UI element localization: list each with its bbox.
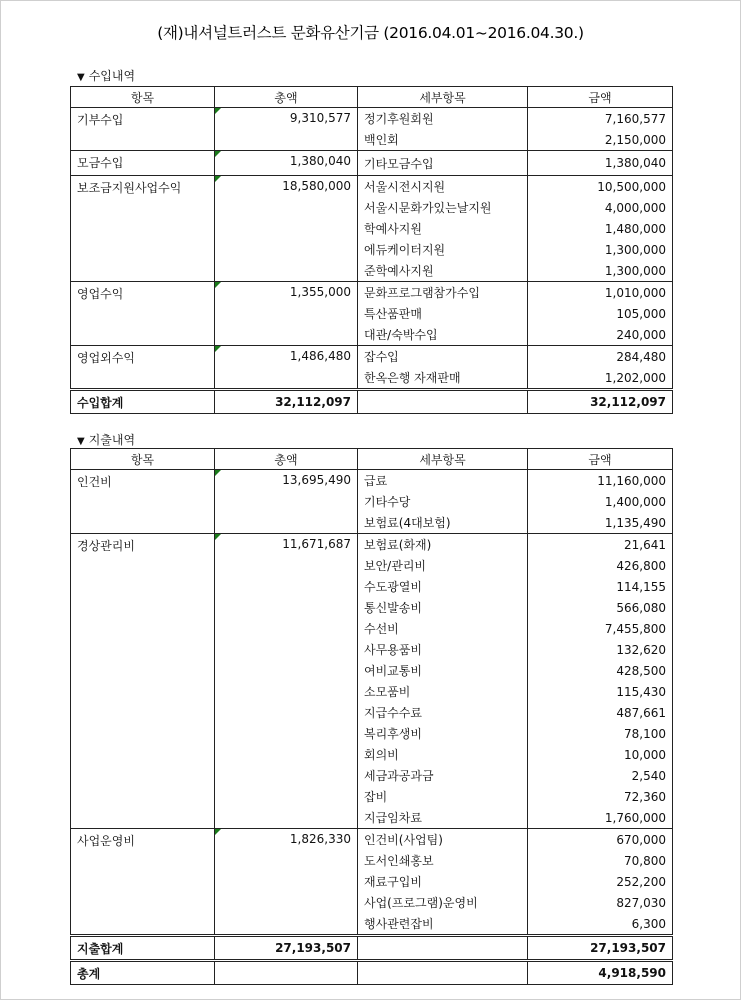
item-amount-cell: 21,641 <box>528 534 673 556</box>
ledger-row <box>71 534 673 556</box>
item-name-cell: 재료구입비 <box>358 871 528 892</box>
expense-sum-label: 지출합계 <box>71 936 215 961</box>
ledger-row <box>71 470 673 492</box>
item-amount-cell: 1,202,000 <box>528 367 673 390</box>
item-name-cell: 특산품판매 <box>358 303 528 324</box>
item-name-cell: 지급수수료 <box>358 702 528 723</box>
category-cell: 사업운영비 <box>71 829 215 936</box>
item-name-cell: 잡수입 <box>358 346 528 368</box>
category-total-cell: 1,826,330 <box>215 829 358 936</box>
item-name-cell: 서울시문화가있는날지원 <box>358 197 528 218</box>
triangle-down-icon: ▼ <box>77 72 85 83</box>
category-total-cell: 11,671,687 <box>215 534 358 829</box>
expense-table <box>70 448 673 985</box>
item-name-cell: 소모품비 <box>358 681 528 702</box>
income-body <box>71 108 673 390</box>
category-cell: 인건비 <box>71 470 215 534</box>
item-amount-cell: 1,480,000 <box>528 218 673 239</box>
item-name-cell: 행사관련잡비 <box>358 913 528 936</box>
income-sum-label: 수입합계 <box>71 390 215 414</box>
col-header-amount: 금액 <box>528 449 673 470</box>
ledger-row <box>71 346 673 368</box>
item-name-cell: 에듀케이터지원 <box>358 239 528 260</box>
item-name-cell: 사업(프로그램)운영비 <box>358 892 528 913</box>
category-total-cell: 1,355,000 <box>215 282 358 346</box>
ledger-row <box>71 151 673 176</box>
item-name-cell: 지급임차료 <box>358 807 528 829</box>
page-title: (재)내셔널트러스트 문화유산기금 (2016.04.01~2016.04.30.) <box>157 24 584 42</box>
item-name-cell: 수도광열비 <box>358 576 528 597</box>
item-name-cell: 여비교통비 <box>358 660 528 681</box>
category-cell: 영업외수익 <box>71 346 215 390</box>
item-name-cell: 회의비 <box>358 744 528 765</box>
income-section-label <box>77 67 135 84</box>
col-header-total: 총액 <box>215 449 358 470</box>
item-amount-cell: 114,155 <box>528 576 673 597</box>
item-amount-cell: 1,300,000 <box>528 260 673 282</box>
category-cell: 경상관리비 <box>71 534 215 829</box>
grand-total-empty-2 <box>358 961 528 985</box>
item-amount-cell: 10,500,000 <box>528 176 673 198</box>
category-total-cell: 9,310,577 <box>215 108 358 151</box>
item-amount-cell: 6,300 <box>528 913 673 936</box>
item-amount-cell: 70,800 <box>528 850 673 871</box>
ledger-row <box>71 108 673 130</box>
item-amount-cell: 1,760,000 <box>528 807 673 829</box>
item-amount-cell: 1,300,000 <box>528 239 673 260</box>
col-header-total: 총액 <box>215 87 358 108</box>
grand-total-empty-1 <box>215 961 358 985</box>
category-cell: 영업수익 <box>71 282 215 346</box>
expense-section-title: 지출내역 <box>88 433 136 447</box>
income-header-row <box>71 87 673 108</box>
income-sum-total: 32,112,097 <box>215 390 358 414</box>
expense-section-label <box>77 431 135 448</box>
item-amount-cell: 670,000 <box>528 829 673 851</box>
income-sum-amount: 32,112,097 <box>528 390 673 414</box>
category-cell: 보조금지원사업수익 <box>71 176 215 282</box>
item-amount-cell: 1,380,040 <box>528 151 673 176</box>
col-header-item: 세부항목 <box>358 449 528 470</box>
expense-body <box>71 470 673 936</box>
item-name-cell: 준학예사지원 <box>358 260 528 282</box>
category-total-cell: 1,380,040 <box>215 151 358 176</box>
item-name-cell: 기타모금수입 <box>358 151 528 176</box>
item-name-cell: 서울시전시지원 <box>358 176 528 198</box>
expense-sum-total: 27,193,507 <box>215 936 358 961</box>
category-total-cell: 18,580,000 <box>215 176 358 282</box>
category-cell: 기부수입 <box>71 108 215 151</box>
ledger-row <box>71 176 673 198</box>
col-header-category: 항목 <box>71 449 215 470</box>
grand-total-amount: 4,918,590 <box>528 961 673 985</box>
income-sum-row <box>71 390 673 414</box>
ledger-row <box>71 282 673 304</box>
item-name-cell: 기타수당 <box>358 491 528 512</box>
item-amount-cell: 428,500 <box>528 660 673 681</box>
item-amount-cell: 2,540 <box>528 765 673 786</box>
item-amount-cell: 284,480 <box>528 346 673 368</box>
triangle-down-icon: ▼ <box>77 436 85 447</box>
item-amount-cell: 2,150,000 <box>528 129 673 151</box>
col-header-amount: 금액 <box>528 87 673 108</box>
item-name-cell: 백인회 <box>358 129 528 151</box>
item-amount-cell: 72,360 <box>528 786 673 807</box>
item-amount-cell: 827,030 <box>528 892 673 913</box>
grand-total-label: 총계 <box>71 961 215 985</box>
item-amount-cell: 105,000 <box>528 303 673 324</box>
item-amount-cell: 487,661 <box>528 702 673 723</box>
item-name-cell: 학예사지원 <box>358 218 528 239</box>
item-name-cell: 도서인쇄홍보 <box>358 850 528 871</box>
income-section-title: 수입내역 <box>88 69 136 83</box>
item-amount-cell: 566,080 <box>528 597 673 618</box>
item-amount-cell: 78,100 <box>528 723 673 744</box>
item-amount-cell: 252,200 <box>528 871 673 892</box>
item-amount-cell: 426,800 <box>528 555 673 576</box>
item-name-cell: 문화프로그램참가수입 <box>358 282 528 304</box>
item-name-cell: 인건비(사업팀) <box>358 829 528 851</box>
item-amount-cell: 240,000 <box>528 324 673 346</box>
income-table <box>70 86 673 414</box>
income-sum-empty <box>358 390 528 414</box>
item-name-cell: 수선비 <box>358 618 528 639</box>
item-name-cell: 통신발송비 <box>358 597 528 618</box>
col-header-item: 세부항목 <box>358 87 528 108</box>
item-amount-cell: 1,400,000 <box>528 491 673 512</box>
item-amount-cell: 7,160,577 <box>528 108 673 130</box>
item-amount-cell: 11,160,000 <box>528 470 673 492</box>
item-amount-cell: 132,620 <box>528 639 673 660</box>
item-amount-cell: 1,010,000 <box>528 282 673 304</box>
expense-sum-row <box>71 936 673 961</box>
grand-total-row <box>71 961 673 985</box>
item-name-cell: 정기후원회원 <box>358 108 528 130</box>
item-name-cell: 보험료(화재) <box>358 534 528 556</box>
item-amount-cell: 1,135,490 <box>528 512 673 534</box>
item-name-cell: 사무용품비 <box>358 639 528 660</box>
expense-sum-amount: 27,193,507 <box>528 936 673 961</box>
expense-sum-empty <box>358 936 528 961</box>
item-amount-cell: 10,000 <box>528 744 673 765</box>
item-amount-cell: 115,430 <box>528 681 673 702</box>
item-name-cell: 잡비 <box>358 786 528 807</box>
item-amount-cell: 4,000,000 <box>528 197 673 218</box>
col-header-category: 항목 <box>71 87 215 108</box>
category-total-cell: 1,486,480 <box>215 346 358 390</box>
category-total-cell: 13,695,490 <box>215 470 358 534</box>
item-name-cell: 보안/관리비 <box>358 555 528 576</box>
category-cell: 모금수입 <box>71 151 215 176</box>
item-name-cell: 한옥은행 자재판매 <box>358 367 528 390</box>
item-name-cell: 보험료(4대보험) <box>358 512 528 534</box>
item-name-cell: 급료 <box>358 470 528 492</box>
item-name-cell: 복리후생비 <box>358 723 528 744</box>
item-amount-cell: 7,455,800 <box>528 618 673 639</box>
item-name-cell: 대관/숙박수입 <box>358 324 528 346</box>
expense-header-row <box>71 449 673 470</box>
ledger-row <box>71 829 673 851</box>
item-name-cell: 세금과공과금 <box>358 765 528 786</box>
